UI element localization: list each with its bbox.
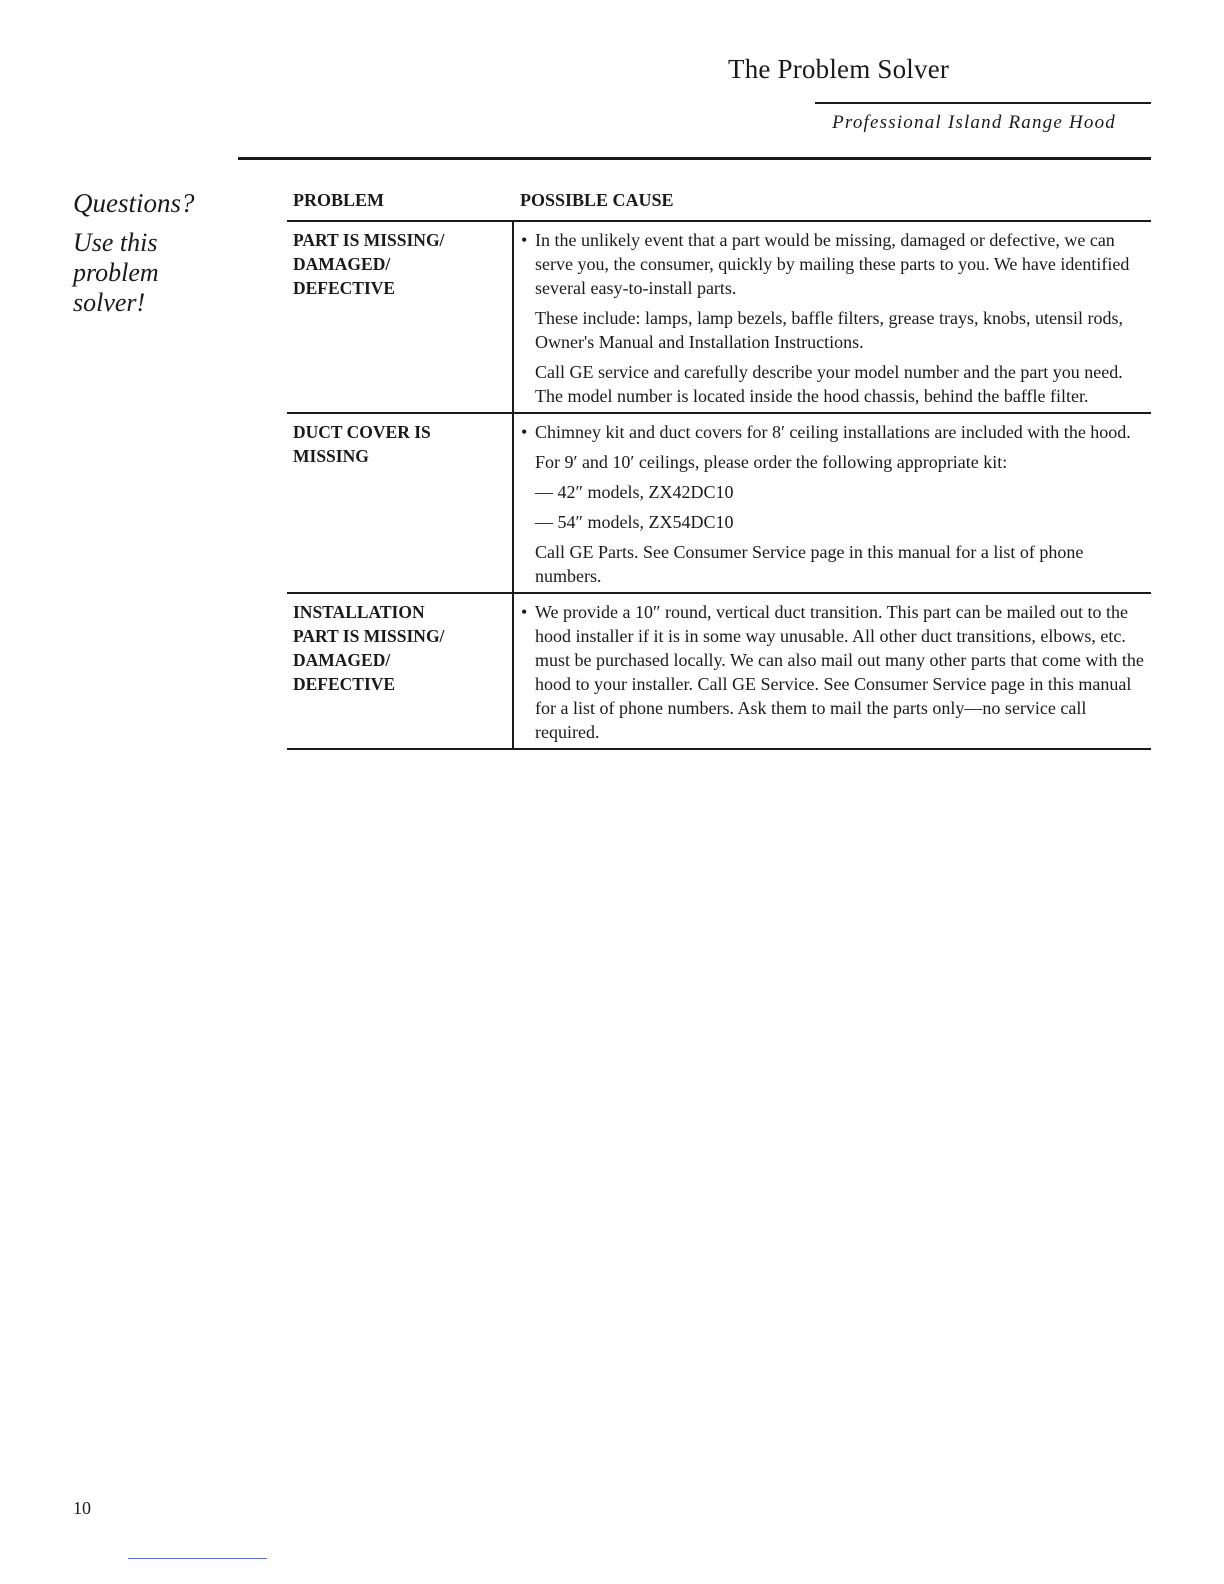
problem-line: INSTALLATION (293, 602, 425, 622)
problem-line: DAMAGED/ (293, 650, 391, 670)
header-rule-long (238, 157, 1151, 160)
bullet-icon: • (521, 602, 528, 622)
column-header-problem: PROBLEM (287, 186, 513, 221)
cause-paragraph: Call GE service and carefully describe your model number and the part you need. The model number is located inside the hood chassis, behind the baffle filter. (535, 362, 1123, 406)
cause-paragraph (521, 228, 1149, 300)
column-header-possible-cause: POSSIBLE CAUSE (513, 186, 1151, 221)
table-row (287, 593, 1151, 749)
page-number: 10 (73, 1498, 91, 1518)
cause-text: In the unlikely event that a part would be missing, damaged or defective, we can serve you, the consumer, quickly by mailing these parts to you. We have identified several easy-to-install parts. (535, 230, 1130, 298)
cause-text: Chimney kit and duct covers for 8′ ceiling installations are included with the hood. (535, 422, 1131, 442)
sidebar-callout (73, 186, 223, 318)
sidebar-line-1: Use this (73, 228, 158, 257)
cause-paragraph: Call GE Parts. See Consumer Service page in this manual for a list of phone numbers. (535, 542, 1084, 586)
table-row (287, 413, 1151, 593)
table-header-row (287, 186, 1151, 221)
problem-solver-table (287, 186, 1151, 750)
problem-cell (287, 593, 513, 749)
bullet-icon: • (521, 422, 528, 442)
cause-paragraph: For 9′ and 10′ ceilings, please order the following appropriate kit: (535, 452, 1008, 472)
sidebar-line-2: problem (73, 258, 159, 287)
table-row (287, 221, 1151, 413)
problem-line: DUCT COVER IS (293, 422, 431, 442)
footer-underline (128, 1558, 267, 1559)
page-subtitle: Professional Island Range Hood (832, 112, 1116, 133)
sidebar-line-3: solver! (73, 288, 146, 317)
header-rule-short (815, 102, 1151, 104)
problem-cell (287, 221, 513, 413)
problem-cell (287, 413, 513, 593)
cause-cell (513, 221, 1151, 413)
cause-paragraph (521, 420, 1149, 444)
cause-paragraph: — 42″ models, ZX42DC10 (535, 482, 734, 502)
cause-text: We provide a 10″ round, vertical duct transition. This part can be mailed out to the hood installer if it is in some way unusable. All other duct transitions, elbows, etc. must be purchased locally. We can also mail out many other parts that come with the hood to your installer. Call GE Service. See Consumer Service page in this manual for a list of phone numbers. Ask them to mail the parts only—no service call required. (535, 602, 1144, 742)
bullet-icon: • (521, 230, 528, 250)
problem-line: DEFECTIVE (293, 278, 396, 298)
problem-line: DAMAGED/ (293, 254, 391, 274)
cause-paragraph (521, 600, 1149, 744)
problem-line: PART IS MISSING/ (293, 230, 445, 250)
cause-paragraph: These include: lamps, lamp bezels, baffle filters, grease trays, knobs, utensil rods, Owner's Manual and Installation Instructions. (535, 308, 1124, 352)
page-title: The Problem Solver (728, 54, 950, 84)
problem-line: PART IS MISSING/ (293, 626, 445, 646)
cause-cell (513, 413, 1151, 593)
problem-line: DEFECTIVE (293, 674, 396, 694)
cause-cell (513, 593, 1151, 749)
problem-line: MISSING (293, 446, 369, 466)
sidebar-question: Questions? (73, 188, 195, 218)
cause-paragraph: — 54″ models, ZX54DC10 (535, 512, 734, 532)
